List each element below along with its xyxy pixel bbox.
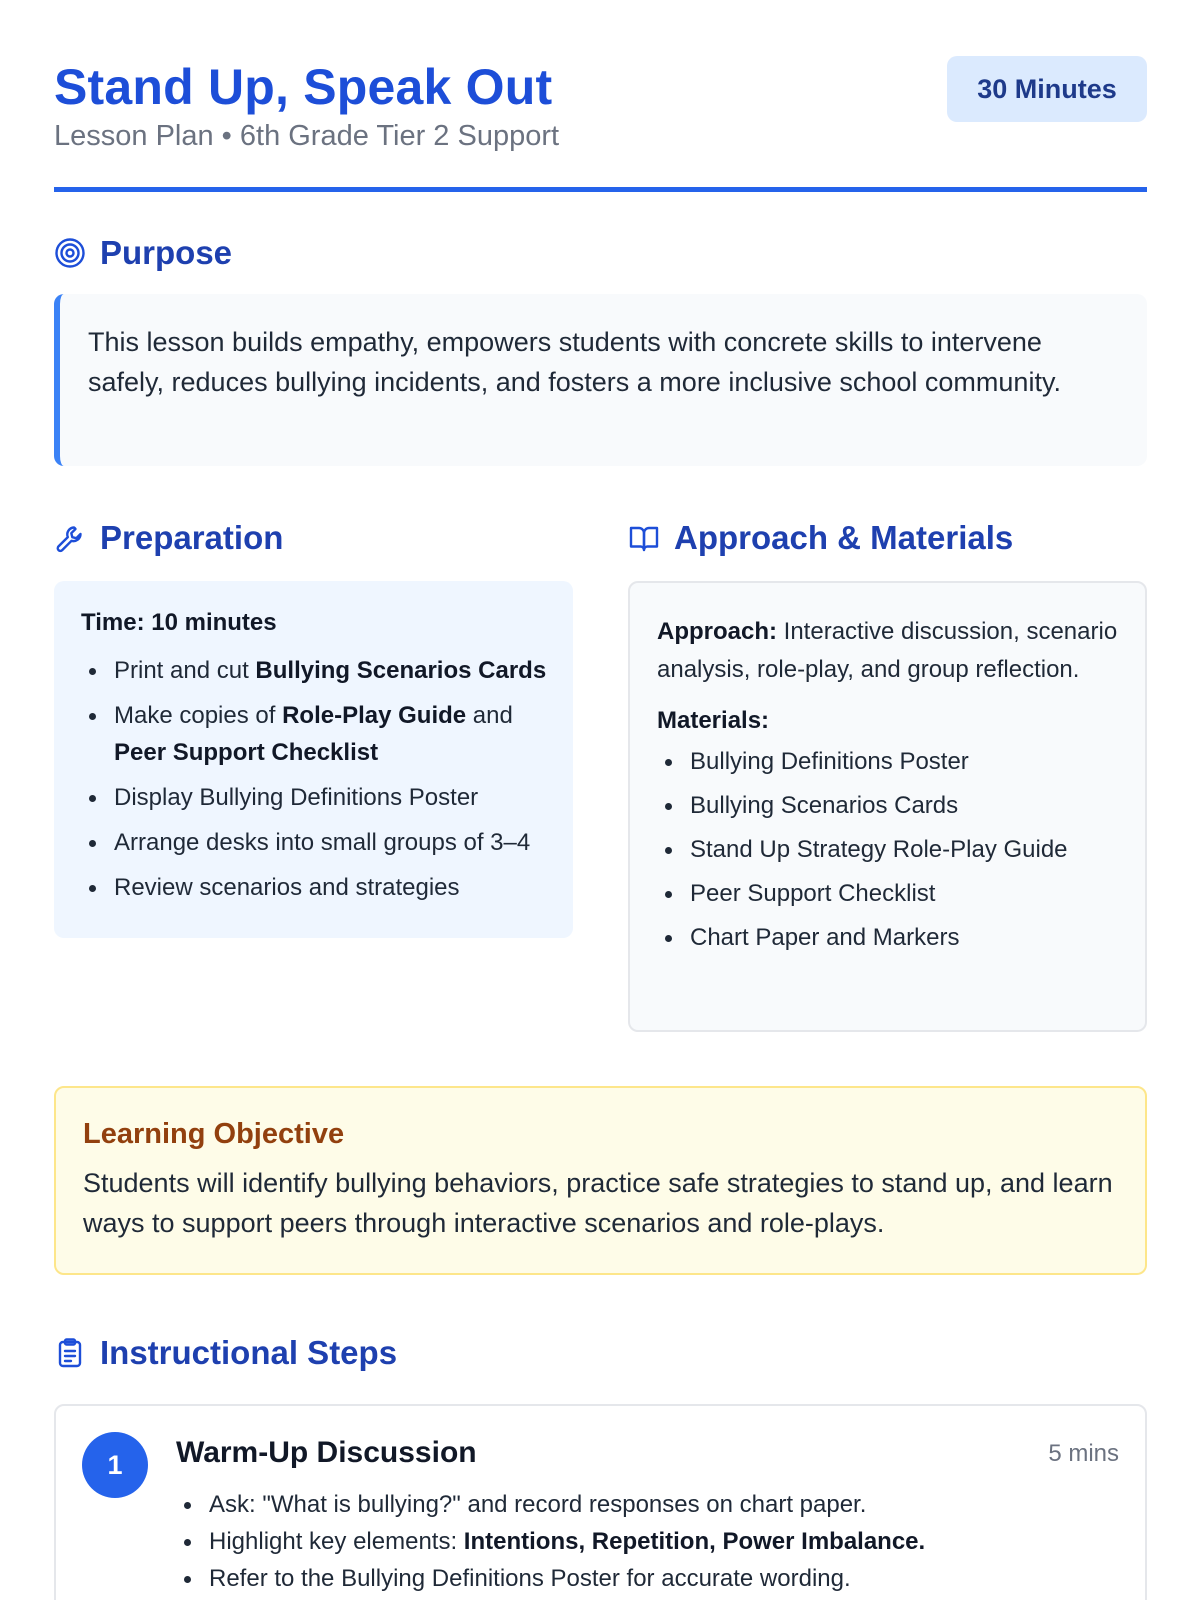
list-item: Review scenarios and strategies: [81, 869, 549, 906]
list-item: Bullying Scenarios Cards: [657, 787, 1121, 824]
wrench-icon: [54, 522, 86, 554]
clipboard-icon: [54, 1337, 86, 1369]
purpose-box: [54, 294, 1147, 466]
steps-heading-label: Instructional Steps: [100, 1334, 398, 1371]
list-item: Peer Support Checklist: [657, 875, 1121, 912]
purpose-heading-label: Purpose: [100, 234, 233, 271]
list-item: Highlight key elements: Intentions, Repetition, Power Imbalance.: [176, 1523, 1116, 1560]
approach-heading-label: Approach & Materials: [674, 519, 1014, 556]
materials-list: [657, 743, 1121, 956]
step-duration: 5 mins: [1048, 1440, 1119, 1467]
approach-text: Approach: Interactive discussion, scenario analysis, role-play, and group reflection.: [657, 618, 1118, 683]
step-bullet-list: [176, 1486, 1116, 1597]
preparation-heading: [54, 519, 283, 557]
list-item: Ask: "What is bullying?" and record responses on chart paper.: [176, 1486, 1116, 1523]
step-card: [54, 1404, 1147, 1600]
list-item: Display Bullying Definitions Poster: [81, 779, 549, 816]
lesson-header: [54, 56, 1147, 196]
preparation-time: Time: 10 minutes: [81, 609, 277, 636]
list-item: Bullying Definitions Poster: [657, 743, 1121, 780]
step-title: Warm-Up Discussion: [176, 1436, 477, 1469]
preparation-list: [81, 652, 549, 906]
step-number-badge: 1: [82, 1432, 148, 1498]
materials-label: Materials:: [657, 707, 770, 734]
purpose-text: This lesson builds empathy, empowers students with concrete skills to intervene safely, reduces bullying incidents, and fosters a more inclusive school community.: [88, 327, 1061, 397]
approach-heading: [628, 519, 1013, 557]
purpose-heading: [54, 234, 232, 272]
target-icon: [54, 237, 86, 269]
list-item: Arrange desks into small groups of 3–4: [81, 824, 549, 861]
page-subtitle: Lesson Plan • 6th Grade Tier 2 Support: [54, 120, 560, 152]
list-item: Chart Paper and Markers: [657, 919, 1121, 956]
objective-text: Students will identify bullying behaviors, practice safe strategies to stand up, and learn ways to support peers through interactive scenarios and role-plays.: [83, 1168, 1113, 1238]
list-item: Print and cut Bullying Scenarios Cards: [81, 652, 549, 689]
duration-badge: 30 Minutes: [947, 56, 1147, 122]
objective-title: Learning Objective: [83, 1118, 345, 1150]
header-divider: [54, 187, 1147, 192]
preparation-box: [54, 581, 573, 938]
learning-objective-box: [54, 1086, 1147, 1275]
open-book-icon: [628, 522, 660, 554]
list-item: Make copies of Role-Play Guide and Peer Support Checklist: [81, 697, 549, 771]
preparation-heading-label: Preparation: [100, 519, 284, 556]
list-item: Refer to the Bullying Definitions Poster for accurate wording.: [176, 1560, 1116, 1597]
steps-heading: [54, 1334, 397, 1372]
approach-box: [628, 581, 1147, 1032]
list-item: Stand Up Strategy Role-Play Guide: [657, 831, 1121, 868]
page-title: Stand Up, Speak Out: [54, 59, 553, 115]
